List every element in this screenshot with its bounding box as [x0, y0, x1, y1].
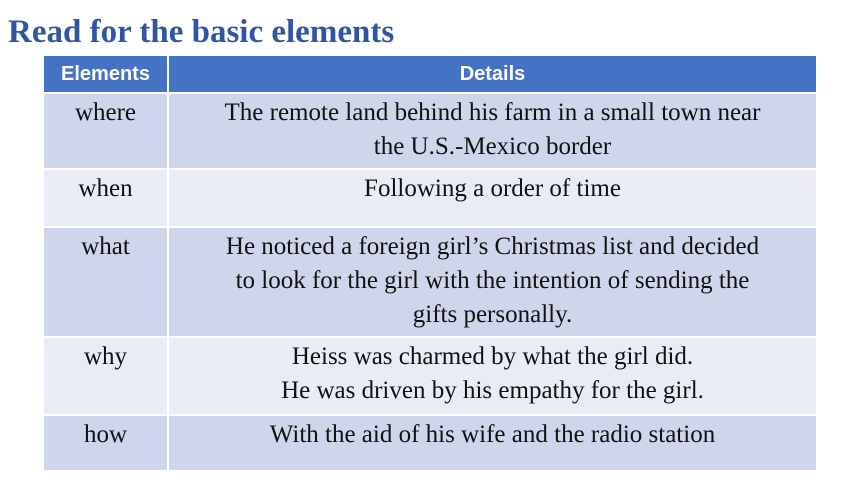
- details-line: He noticed a foreign girl’s Christmas list and decided: [225, 233, 760, 260]
- details-line: With the aid of his wife and the radio station: [269, 421, 716, 448]
- details-line: gifts personally.: [412, 301, 573, 328]
- slide-title: Read for the basic elements: [8, 14, 395, 50]
- details-cell-what: [168, 227, 816, 337]
- table-row-where: [44, 93, 816, 169]
- details-line: to look for the girl with the intention of sending the: [235, 267, 750, 294]
- details-line: The remote land behind his farm in a small town near: [224, 99, 761, 126]
- details-cell-how: [168, 415, 816, 470]
- element-cell-what: what: [44, 227, 168, 337]
- elements-table-container: [44, 56, 816, 470]
- table-row-how: [44, 415, 816, 470]
- header-elements: Elements: [44, 56, 168, 93]
- table-row-when: [44, 169, 816, 227]
- table-header-row: [44, 56, 816, 93]
- details-cell-why: [168, 337, 816, 415]
- details-cell-where: [168, 93, 816, 169]
- header-details: Details: [168, 56, 816, 93]
- details-line: Heiss was charmed by what the girl did.: [291, 343, 694, 370]
- details-line: the U.S.-Mexico border: [373, 133, 612, 160]
- table-row-why: [44, 337, 816, 415]
- element-cell-how: how: [44, 415, 168, 470]
- details-cell-when: [168, 169, 816, 227]
- details-line: Following a order of time: [364, 175, 621, 202]
- elements-table: [44, 56, 816, 470]
- table-row-what: [44, 227, 816, 337]
- details-line: He was driven by his empathy for the girl.: [281, 377, 704, 404]
- element-cell-when: when: [44, 169, 168, 227]
- element-cell-where: where: [44, 93, 168, 169]
- element-cell-why: why: [44, 337, 168, 415]
